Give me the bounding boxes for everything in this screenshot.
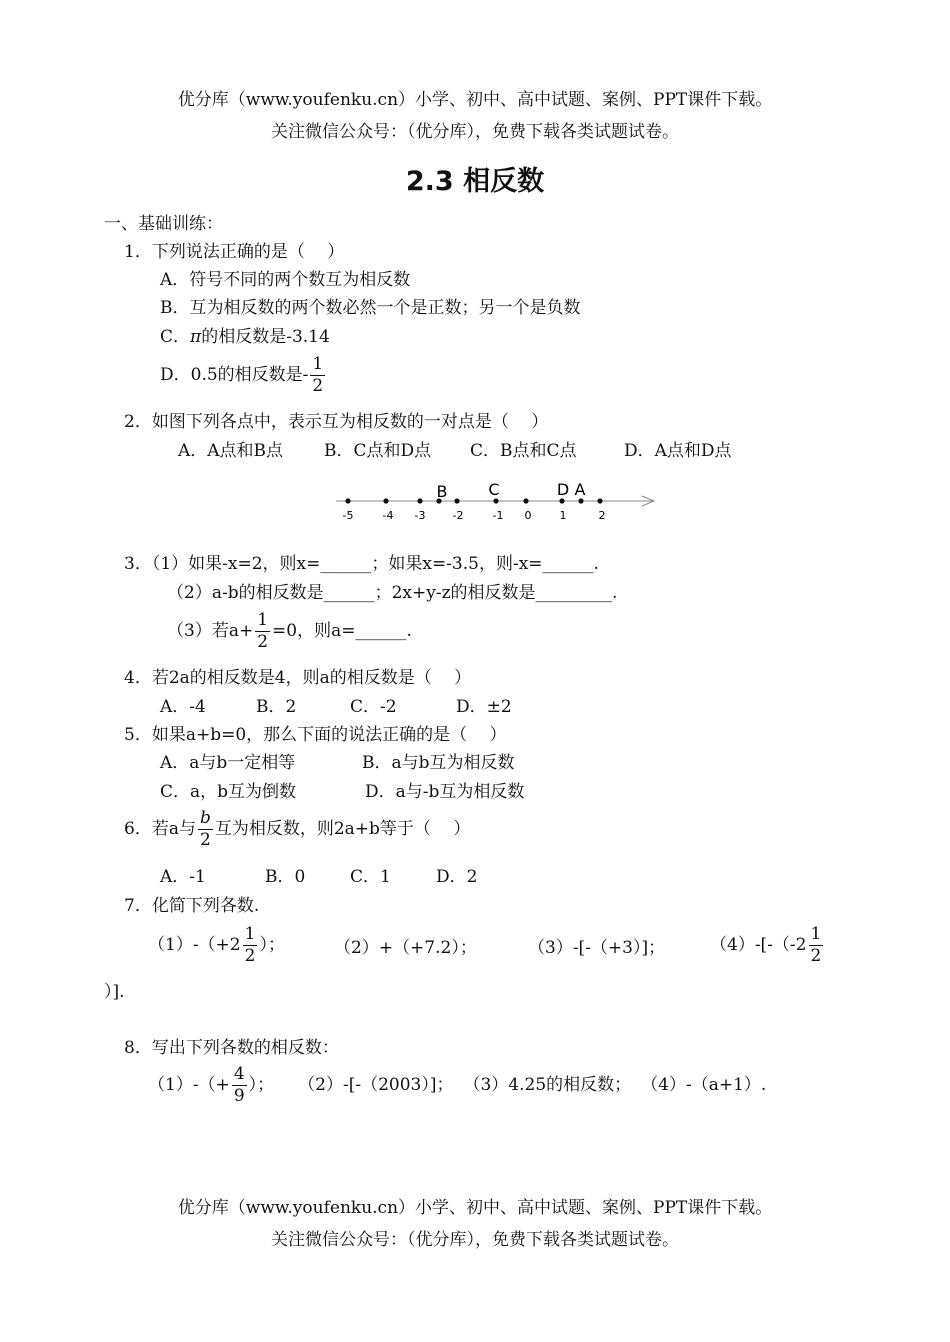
- q3-part-1: 3．（1）如果-x=2，则x=______；如果x=-3.5，则-x=______.: [124, 554, 599, 574]
- q7-item-4: [710, 926, 825, 965]
- fraction-denominator: 2: [257, 632, 269, 652]
- header-line-1: 优分库（www.youfenku.cn）小学、初中、高中试题、案例、PPT课件下载。: [177, 90, 773, 110]
- q2-stem: 2．如图下列各点中，表示互为相反数的一对点是（ ）: [124, 412, 549, 432]
- q5-option-b: B．a与b互为相反数: [362, 753, 515, 773]
- point-c: [493, 498, 498, 503]
- pi-symbol: π: [190, 327, 202, 347]
- fraction-numerator: 1: [244, 924, 256, 944]
- point-d: [559, 498, 564, 503]
- footer-line-2: 关注微信公众号：（优分库），免费下载各类试题试卷。: [271, 1230, 679, 1250]
- q8-item-2: （2）-[-（2003）]；: [298, 1075, 454, 1095]
- q2-option-b: B．C点和D点: [324, 441, 432, 461]
- q1-option-b: B．互为相反数的两个数必然一个是正数；另一个是负数: [160, 298, 581, 318]
- q4-option-b: B．2: [256, 697, 297, 717]
- q7-item-4-continuation: ）].: [104, 982, 125, 1002]
- q1-stem: 1．下列说法正确的是（ ）: [124, 242, 345, 262]
- tick-label: -5: [342, 509, 354, 522]
- q3-part-3-suffix: =0，则a=______.: [272, 621, 412, 641]
- section-heading: 一、基础训练：: [104, 214, 223, 234]
- q6-option-a: A．-1: [160, 867, 206, 887]
- q1-option-c-suffix: 的相反数是-3.14: [201, 327, 330, 347]
- tick-dot: [454, 498, 459, 503]
- point-a: [578, 498, 583, 503]
- fraction-denominator: 2: [312, 376, 324, 396]
- footer-line-1: 优分库（www.youfenku.cn）小学、初中、高中试题、案例、PPT课件下载。: [177, 1198, 773, 1218]
- q2-option-a: A．A点和B点: [178, 441, 284, 461]
- fraction-four-ninths: [232, 1066, 247, 1105]
- q3-part-3: [167, 612, 412, 651]
- q8-item-1-prefix: （1）-（+: [148, 1075, 230, 1095]
- tick-dot: [597, 498, 602, 503]
- fraction-numerator: b: [199, 808, 211, 828]
- q7-item-1-suffix: ）；: [259, 935, 285, 955]
- fraction-denominator: 2: [810, 946, 822, 966]
- q5-option-a: A．a与b一定相等: [160, 753, 296, 773]
- fraction-one-half: [809, 926, 824, 965]
- q6-option-c: C．1: [350, 867, 391, 887]
- q3-part-2: （2）a-b的相反数是______；2x+y-z的相反数是_________.: [167, 583, 618, 603]
- q1-option-a: A．符号不同的两个数互为相反数: [160, 270, 411, 290]
- fraction-one-half: [255, 612, 270, 651]
- q2-option-d: D．A点和D点: [624, 441, 732, 461]
- tick-dot: [345, 498, 350, 503]
- fraction-denominator: 2: [244, 946, 256, 966]
- tick-dot: [383, 498, 388, 503]
- number-line-figure: [330, 476, 660, 526]
- q8-item-3: （3）4.25的相反数；: [463, 1075, 632, 1095]
- q5-stem: 5．如果a+b=0，那么下面的说法正确的是（ ）: [124, 725, 507, 745]
- point-label-b: B: [436, 482, 448, 501]
- tick-label: -3: [414, 509, 426, 522]
- fraction-one-half: [310, 356, 325, 395]
- q4-stem: 4．若2a的相反数是4，则a的相反数是（ ）: [124, 668, 472, 688]
- q6-suffix: 互为相反数，则2a+b等于（ ）: [214, 819, 471, 839]
- q4-option-a: A．-4: [160, 697, 206, 717]
- q5-option-d: D．a与-b互为相反数: [365, 782, 525, 802]
- q5-option-c: C．a，b互为倒数: [160, 782, 297, 802]
- page-title: 2.3 相反数: [405, 166, 545, 197]
- q7-item-2: （2）+（+7.2）；: [334, 938, 477, 958]
- q7-item-1-prefix: （1）-（+2: [148, 935, 241, 955]
- q1-option-d: [160, 356, 327, 395]
- fraction-numerator: 1: [257, 610, 269, 630]
- q6-stem: [124, 810, 470, 849]
- q8-item-1-suffix: ）；: [248, 1075, 275, 1095]
- tick-label: 1: [559, 509, 567, 522]
- fraction-denominator: 9: [233, 1086, 245, 1106]
- q7-stem: 7．化简下列各数.: [124, 896, 260, 916]
- q1-option-c-prefix: C．: [160, 327, 191, 347]
- q7-item-1: [148, 926, 285, 965]
- q6-option-d: D．2: [436, 867, 478, 887]
- point-label-c: C: [488, 480, 500, 499]
- q8-item-4: （4）-（a+1）.: [641, 1075, 767, 1095]
- point-label-a: A: [574, 480, 586, 499]
- fraction-denominator: 2: [199, 830, 211, 850]
- q8-stem: 8．写出下列各数的相反数：: [124, 1038, 339, 1058]
- tick-dot: [417, 498, 422, 503]
- fraction-b-over-2: [198, 810, 213, 849]
- tick-dot: [523, 498, 528, 503]
- q1-option-d-prefix: D．0.5的相反数是-: [160, 365, 309, 385]
- fraction-numerator: 1: [312, 354, 324, 374]
- q1-option-c: [160, 329, 330, 346]
- q3-part-3-prefix: （3）若a+: [167, 621, 254, 641]
- fraction-numerator: 1: [810, 924, 822, 944]
- q4-option-c: C．-2: [350, 697, 397, 717]
- tick-label: 2: [598, 509, 606, 522]
- fraction-one-half: [243, 926, 258, 965]
- q6-prefix: 6．若a与: [124, 819, 196, 839]
- tick-label: -1: [492, 509, 504, 522]
- q4-option-d: D．±2: [456, 697, 512, 717]
- q8-line: [148, 1066, 766, 1105]
- tick-label: -4: [382, 509, 394, 522]
- header-line-2: 关注微信公众号：（优分库），免费下载各类试题试卷。: [271, 122, 679, 142]
- q6-option-b: B．0: [265, 867, 306, 887]
- tick-label: -2: [452, 509, 464, 522]
- point-label-d: D: [556, 480, 570, 499]
- tick-label: 0: [524, 509, 532, 522]
- q2-option-c: C．B点和C点: [470, 441, 577, 461]
- fraction-numerator: 4: [233, 1064, 245, 1084]
- q7-item-4-prefix: （4）-[-（-2: [710, 935, 807, 955]
- q7-item-3: （3）-[-（+3）]；: [528, 938, 666, 958]
